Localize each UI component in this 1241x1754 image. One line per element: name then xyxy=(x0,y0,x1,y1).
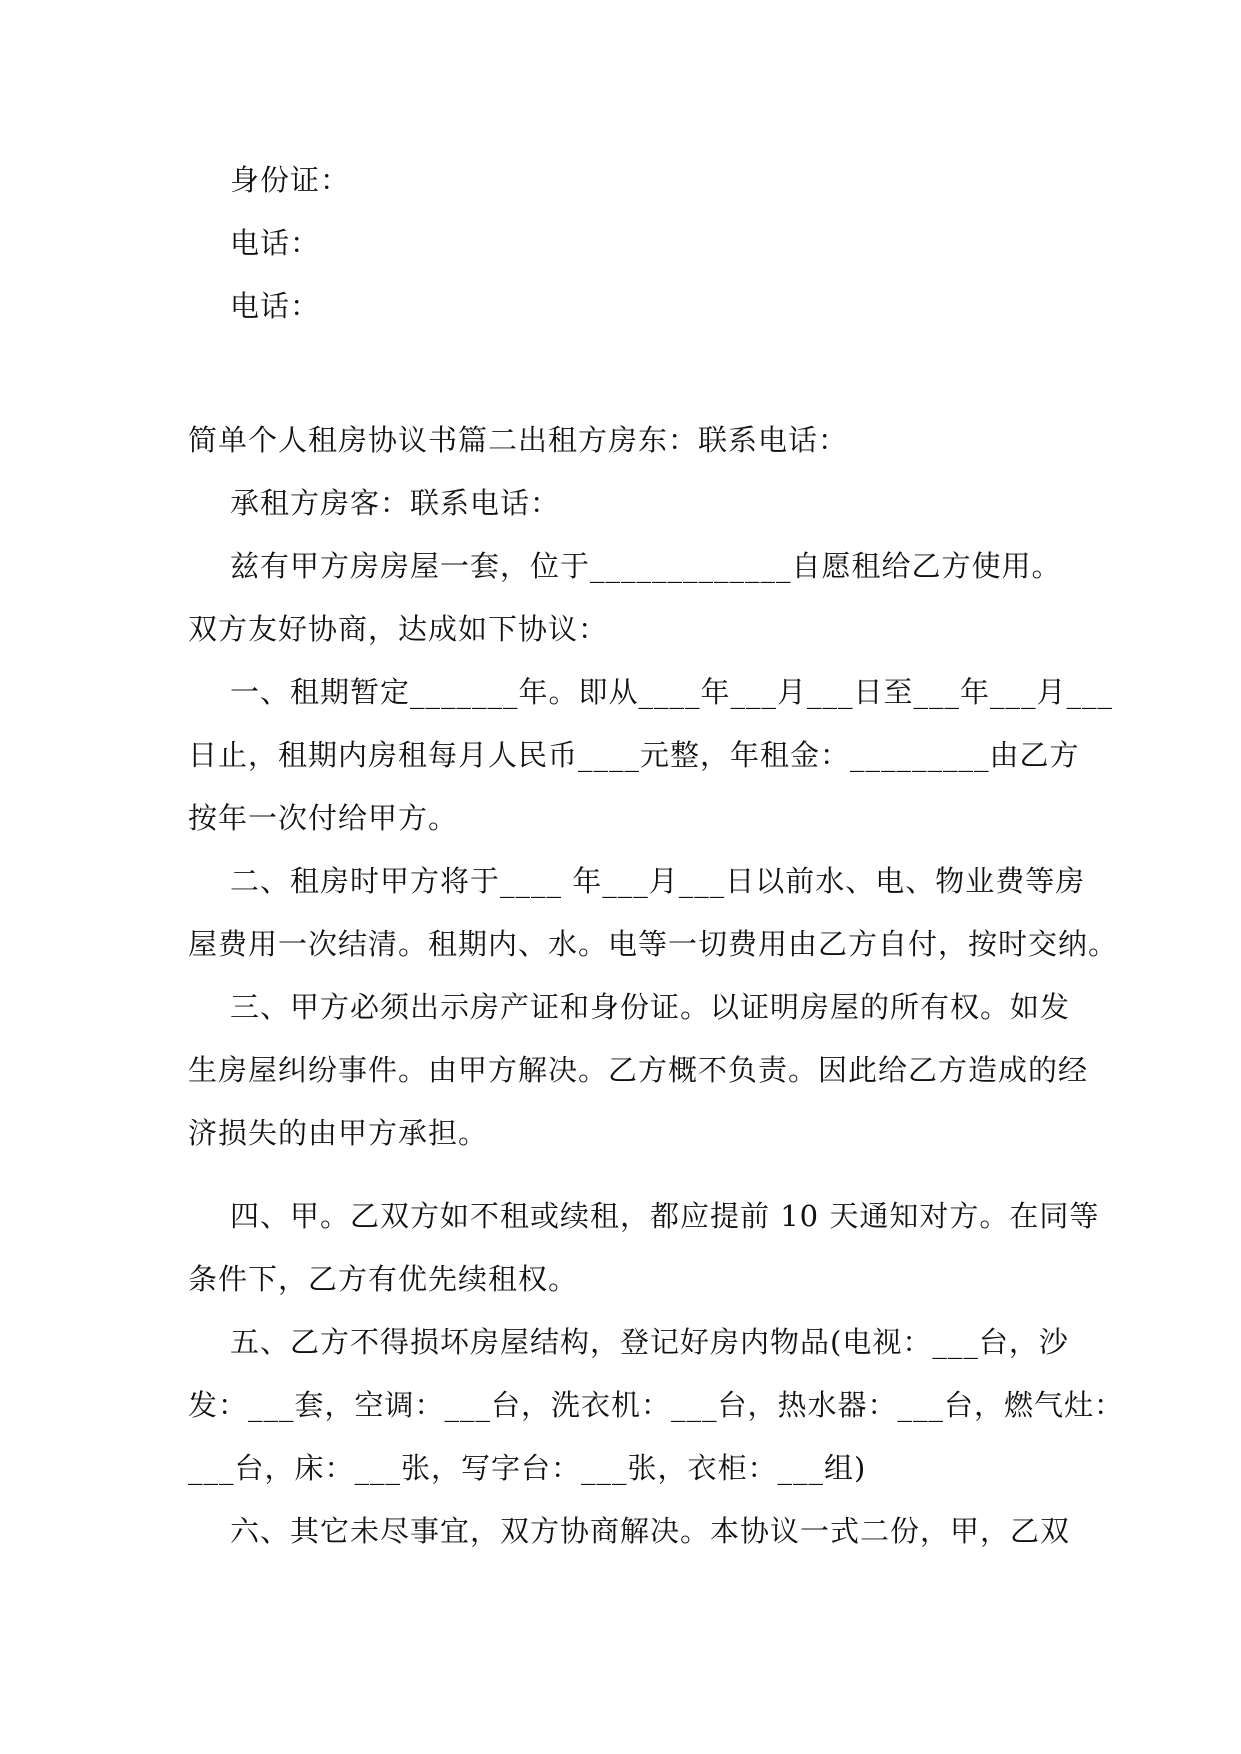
tenant-line: 承租方房客：联系电话： xyxy=(230,486,561,520)
clause-3-line: 三、甲方必须出示房产证和身份证。以证明房屋的所有权。如发 xyxy=(230,990,1071,1024)
phone-field-1: 电话： xyxy=(230,226,321,260)
clause-5-line: 发：___套，空调：___台，洗衣机：___台，热水器：___台，燃气灶： xyxy=(188,1388,1125,1422)
clause-1-line: 按年一次付给甲方。 xyxy=(188,801,459,835)
clause-2-line: 二、租房时甲方将于____ 年___月___日以前水、电、物业费等房 xyxy=(230,864,1086,898)
phone-field-2: 电话： xyxy=(230,289,321,323)
section-title-line: 简单个人租房协议书篇二出租方房东：联系电话： xyxy=(188,423,849,457)
clause-5-line: ___台，床：___张，写字台：___张，衣柜：___组) xyxy=(188,1451,867,1485)
clause-3-line: 济损失的由甲方承担。 xyxy=(188,1116,489,1150)
clause-4-line: 条件下，乙方有优先续租权。 xyxy=(188,1262,579,1296)
clause-6-line: 六、其它未尽事宜，双方协商解决。本协议一式二份，甲，乙双 xyxy=(230,1514,1071,1548)
paragraph-line: 兹有甲方房房屋一套，位于_____________自愿租给乙方使用。 xyxy=(230,549,1062,583)
clause-1-line: 一、租期暂定_______年。即从____年___月___日至___年___月___ xyxy=(230,675,1114,709)
paragraph-line: 双方友好协商，达成如下协议： xyxy=(188,612,609,646)
clause-1-line: 日止，租期内房租每月人民币____元整，年租金：_________由乙方 xyxy=(188,738,1080,772)
clause-4-line: 四、甲。乙双方如不租或续租，都应提前 10 天通知对方。在同等 xyxy=(230,1199,1100,1233)
id-card-field: 身份证： xyxy=(230,163,351,197)
clause-2-line: 屋费用一次结清。租期内、水。电等一切费用由乙方自付，按时交纳。 xyxy=(188,927,1119,961)
clause-3-line: 生房屋纠纷事件。由甲方解决。乙方概不负责。因此给乙方造成的经 xyxy=(188,1053,1089,1087)
clause-5-line: 五、乙方不得损坏房屋结构，登记好房内物品(电视：___台，沙 xyxy=(230,1325,1069,1359)
